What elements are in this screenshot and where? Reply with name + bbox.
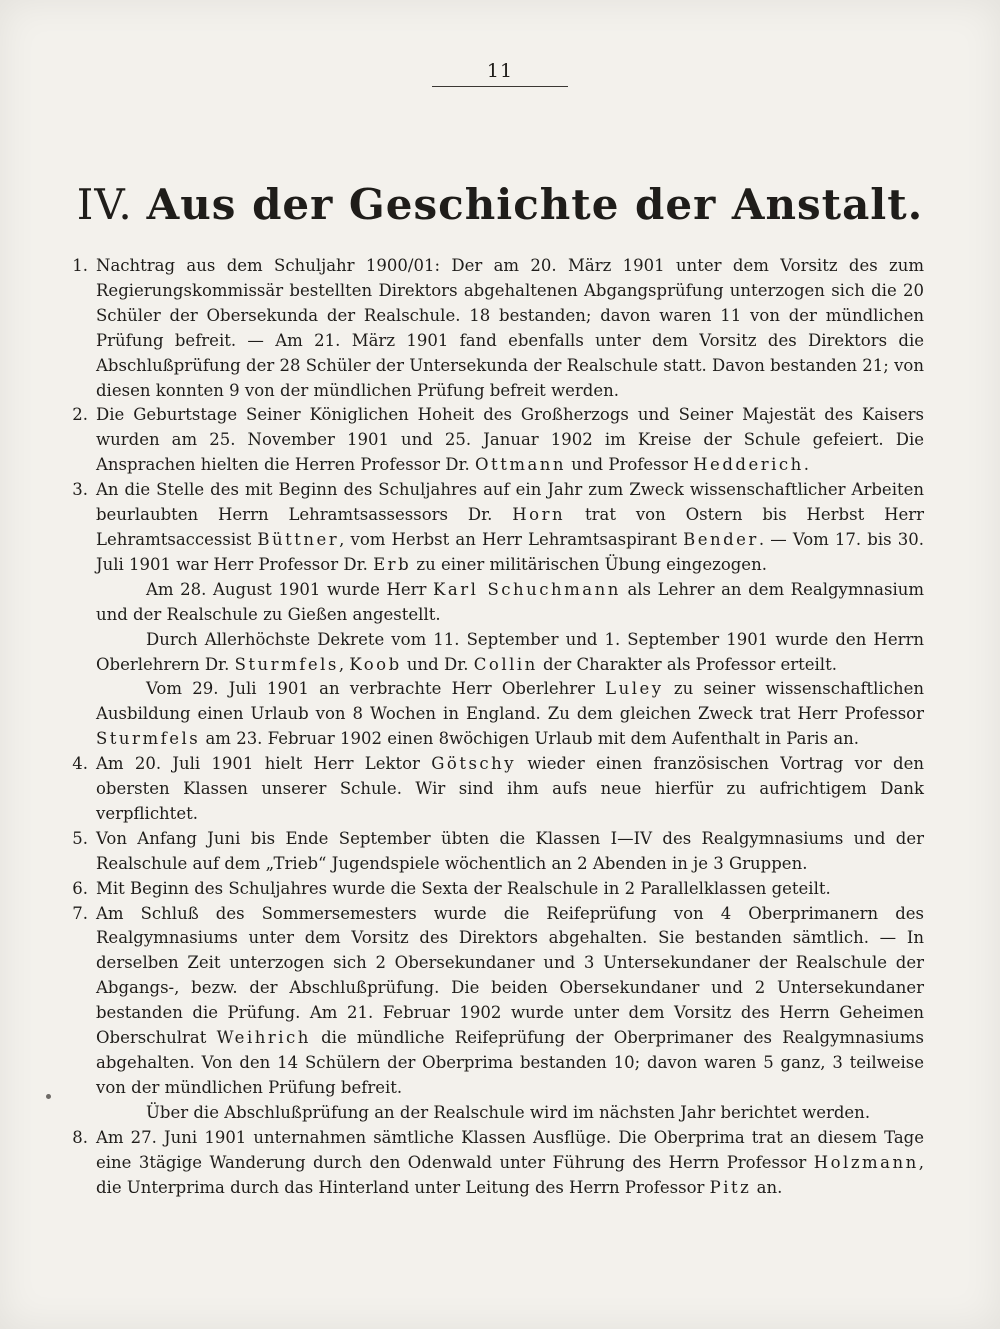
- item-text: Durch Allerhöchste Dekrete vom 11. September und 1. September 1901 wurde den Herrn Oberlehrern Dr.: [96, 629, 924, 674]
- item-text: trat von Ostern bis Herbst Herr Lehramtsaccessist: [96, 505, 925, 549]
- item-text: . — Vom 17. bis 30. Juli 1901 war Herr Professor Dr.: [96, 529, 924, 574]
- item-text: An die Stelle des mit Beginn des Schuljahres auf ein Jahr zum Zweck wissenschaftlicher Arbeiten beurlaubten Herrn Lehramtsassessors Dr.: [96, 480, 924, 525]
- chronicle-item-3: [62, 478, 924, 752]
- page-number-rule: [432, 86, 568, 87]
- chapter-title: [0, 180, 1000, 229]
- item-text: der Charakter als Professor erteilt.: [537, 654, 837, 674]
- item-text: am 23. Februar 1902 einen 8wöchigen Urlaub mit dem Aufenthalt in Paris an.: [200, 729, 860, 749]
- chronicle-item-2: [62, 403, 924, 478]
- person-name: Luley: [605, 679, 664, 699]
- chronicle-body: [62, 254, 924, 1200]
- person-name: Ottmann: [475, 455, 567, 475]
- item-text: Am Schluß des Sommersemesters wurde die Reifeprüfung von 4 Oberprimanern des Realgymnasiums unter dem Vorsitz des Direktors abgehalten. Sie bestanden sämtlich. — In derselben Zeit unterzogen sich 2 Obersekundaner und 3 Untersekundaner der Realschule der Abgangs-, bezw. der Abschlußprüfung. Die beiden Obersekundaner und 2 Untersekundaner bestanden die Prüfung. Am 21. Februar 1902 wurde unter dem Vorsitz des Herrn Geheimen Oberschulrat: [96, 903, 924, 1048]
- chronicle-item-5: [62, 827, 924, 877]
- page-number: 11: [486, 60, 514, 82]
- item-text: und Dr.: [401, 654, 474, 674]
- person-name: Pitz: [709, 1177, 752, 1197]
- item-number: 7.: [72, 903, 88, 923]
- chronicle-item-1: [62, 254, 924, 403]
- chronicle-item-4: [62, 752, 924, 827]
- item-text: Die Geburtstage Seiner Königlichen Hoheit des Großherzogs und Seiner Majestät des Kaisers wurden am 25. November 1901 und 25. Januar 1902 im Kreise der Schule gefeiert. Die Ansprachen hielten die Herren Professor Dr.: [96, 405, 924, 475]
- item-text: Mit Beginn des Schuljahres wurde die Sexta der Realschule in 2 Parallelklassen geteilt.: [96, 878, 831, 898]
- person-name: Götschy: [431, 754, 517, 774]
- item-number: 1.: [72, 256, 88, 275]
- item-paragraph: [96, 1101, 924, 1126]
- item-text: und Professor: [566, 455, 694, 475]
- item-text: , vom Herbst an Herr Lehramtsaspirant: [339, 529, 684, 549]
- item-number: 6.: [72, 878, 88, 898]
- item-paragraph: [96, 478, 924, 578]
- item-text: Von Anfang Juni bis Ende September übten die Klassen I—IV des Realgymnasiums und der Realschule auf dem „Trieb“ Jugendspiele wöchentlich an 2 Abenden in je 3 Gruppen.: [96, 828, 924, 873]
- item-text: , die Unterprima durch das Hinterland unter Leitung des Herrn Professor: [96, 1152, 924, 1197]
- person-name: Holzmann: [813, 1152, 919, 1172]
- item-text: .: [803, 455, 809, 475]
- person-name: Karl Schuchmann: [433, 579, 621, 599]
- item-text: die mündliche Reifeprüfung der Oberprimaner des Realgymnasiums abgehalten. Von den 14 Schülern der Oberprima bestanden 10; davon waren 5 ganz, 3 teilweise von der mündlichen Prüfung befreit.: [96, 1028, 924, 1097]
- person-name: Bender: [683, 529, 759, 549]
- item-text: Am 20. Juli 1901 hielt Herr Lektor: [96, 754, 432, 774]
- item-text: Am 27. Juni 1901 unternahmen sämtliche Klassen Ausflüge. Die Oberprima trat an diesem Tage eine 3tägige Wanderung durch den Odenwald unter Führung des Herrn Professor: [96, 1127, 924, 1172]
- item-text: Nachtrag aus dem Schuljahr 1900/01: Der am 20. März 1901 unter dem Vorsitz des zum Regierungskommissär bestellten Direktors abgehaltenen Abgangsprüfung unterzogen sich die 20 Schüler der Obersekunda der Realschule. 18 bestanden; davon waren 11 von der mündlichen Prüfung befreit. — Am 21. März 1901 fand ebenfalls unter dem Vorsitz des Direktors die Abschlußprüfung der 28 Schüler der Untersekunda der Realschule statt. Davon bestanden 21; von diesen konnten 9 von der mündlichen Prüfung befreit werden.: [96, 256, 924, 400]
- person-name: Koob: [349, 654, 402, 674]
- item-paragraph: [96, 902, 924, 1101]
- item-number: 2.: [72, 405, 88, 425]
- item-text: als Lehrer an dem Realgymnasium und der Realschule zu Gießen angestellt.: [96, 579, 924, 624]
- person-name: Weihrich: [216, 1028, 311, 1048]
- item-text: zu seiner wissenschaftlichen Ausbildung einen Urlaub von 8 Wochen in England. Zu dem gleichen Zweck trat Herr Professor: [96, 679, 924, 724]
- chronicle-item-7: [62, 902, 924, 1126]
- item-text: ,: [338, 654, 350, 674]
- person-name: Sturmfels: [234, 654, 339, 674]
- item-number: 3.: [72, 480, 88, 500]
- chapter-roman-numeral: IV.: [76, 180, 133, 229]
- person-name: Erb: [373, 554, 412, 574]
- item-text: an.: [751, 1177, 783, 1197]
- item-paragraph: [96, 628, 924, 678]
- margin-ink-dot: [46, 1094, 51, 1099]
- person-name: Hedderich: [693, 455, 804, 475]
- chronicle-item-6: [62, 877, 924, 902]
- item-text: Vom 29. Juli 1901 an verbrachte Herr Oberlehrer: [146, 679, 606, 699]
- chronicle-item-8: [62, 1126, 924, 1201]
- item-paragraph: [96, 677, 924, 752]
- item-number: 5.: [72, 828, 88, 848]
- item-text: Über die Abschlußprüfung an der Realschule wird im nächsten Jahr berichtet werden.: [146, 1102, 871, 1122]
- item-text: Am 28. August 1901 wurde Herr: [146, 579, 434, 599]
- person-name: Horn: [512, 505, 566, 525]
- person-name: Büttner: [257, 529, 340, 549]
- item-text: zu einer militärischen Übung eingezogen.: [411, 554, 767, 574]
- item-number: 4.: [72, 754, 88, 774]
- person-name: Sturmfels: [96, 729, 201, 749]
- item-number: 8.: [72, 1127, 88, 1147]
- chapter-heading: Aus der Geschichte der Anstalt.: [146, 180, 924, 229]
- item-text: wieder einen französischen Vortrag vor den obersten Klassen unserer Schule. Wir sind ihm aufs neue hierfür zu aufrichtigem Dank verpflichtet.: [96, 754, 924, 823]
- item-paragraph: [96, 578, 924, 628]
- person-name: Collin: [473, 654, 538, 674]
